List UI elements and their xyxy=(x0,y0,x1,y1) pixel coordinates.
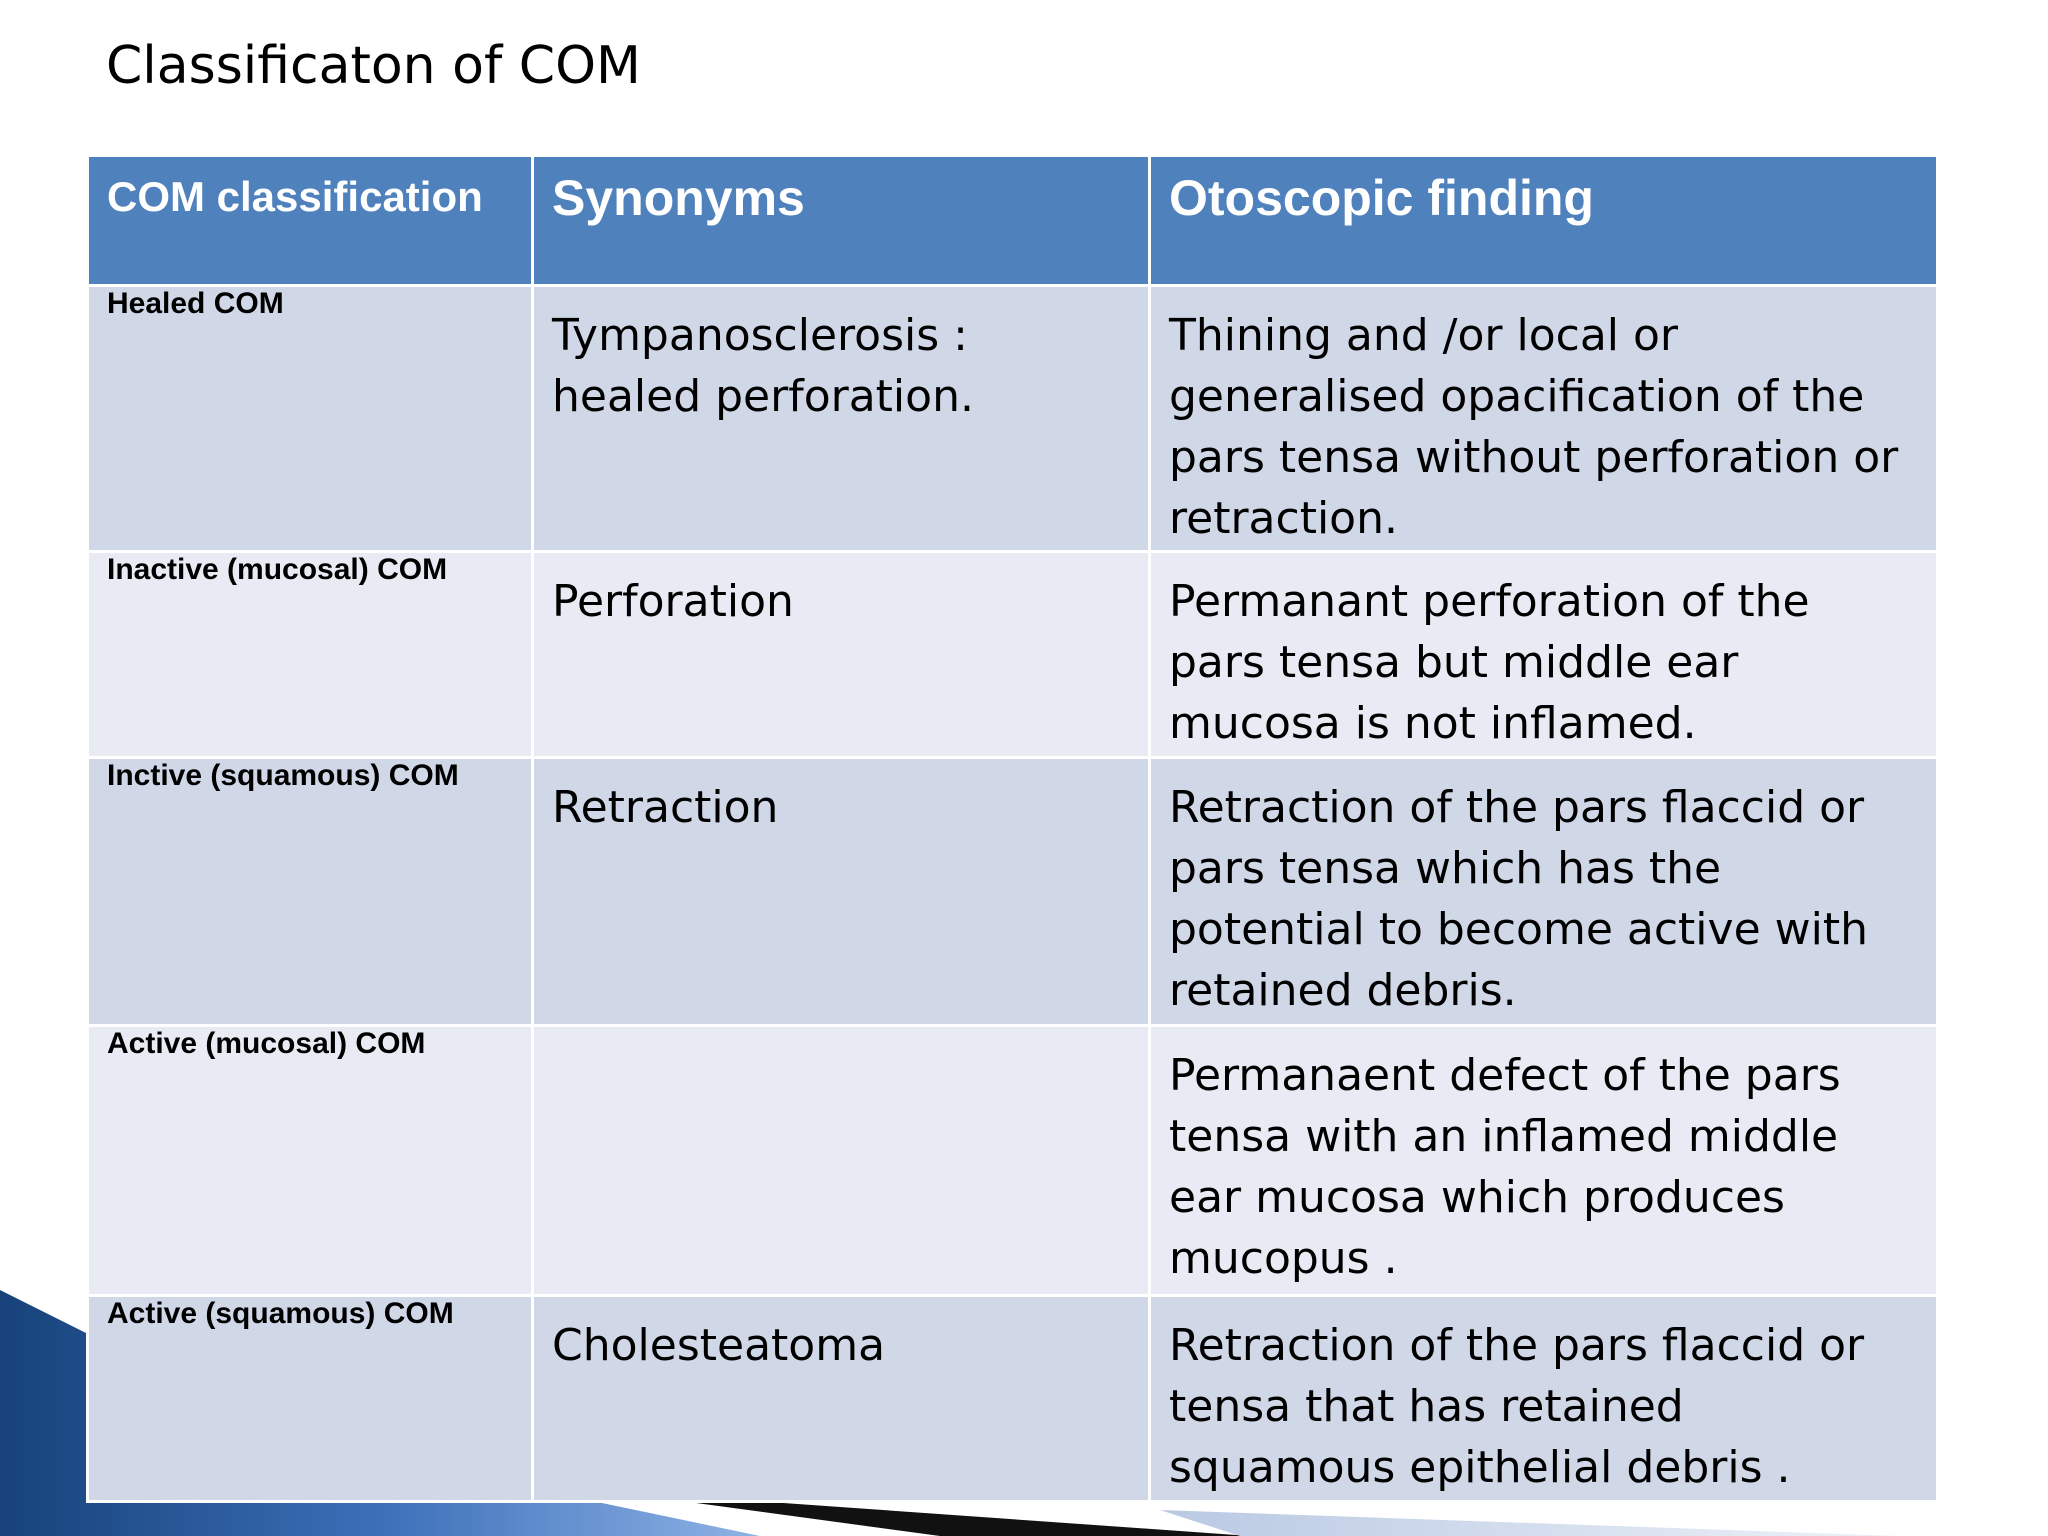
synonym-cell xyxy=(533,1026,1150,1296)
synonym-cell: Perforation xyxy=(533,552,1150,758)
table-row xyxy=(88,758,1938,1026)
header-otoscopic-finding: Otoscopic finding xyxy=(1150,156,1938,286)
finding-cell: Retraction of the pars flaccid or tensa that has retained squamous epithelial debris . xyxy=(1150,1296,1938,1502)
synonym-cell: Retraction xyxy=(533,758,1150,1026)
light-swoosh-shape xyxy=(1160,1510,1900,1536)
com-classification-table xyxy=(86,154,1939,1503)
finding-cell: Retraction of the pars flaccid or pars tensa which has the potential to become active with retained debris. xyxy=(1150,758,1938,1026)
slide-title: Classificaton of COM xyxy=(106,36,641,96)
finding-cell: Permanaent defect of the pars tensa with an inflamed middle ear mucosa which produces mucopus . xyxy=(1150,1026,1938,1296)
classification-cell: Active (mucosal) COM xyxy=(88,1026,533,1296)
classification-cell: Active (squamous) COM xyxy=(88,1296,533,1502)
table-header-row xyxy=(88,156,1938,286)
header-synonyms: Synonyms xyxy=(533,156,1150,286)
finding-cell: Thining and /or local or generalised opacification of the pars tensa without perforation or retraction. xyxy=(1150,286,1938,552)
classification-cell: Inctive (squamous) COM xyxy=(88,758,533,1026)
synonym-cell: Cholesteatoma xyxy=(533,1296,1150,1502)
table-row xyxy=(88,552,1938,758)
table-row xyxy=(88,286,1938,552)
classification-cell: Healed COM xyxy=(88,286,533,552)
header-com-classification: COM classification xyxy=(88,156,533,286)
table-row xyxy=(88,1026,1938,1296)
table-row xyxy=(88,1296,1938,1502)
synonym-cell: Tympanosclerosis : healed perforation. xyxy=(533,286,1150,552)
finding-cell: Permanant perforation of the pars tensa but middle ear mucosa is not inflamed. xyxy=(1150,552,1938,758)
classification-cell: Inactive (mucosal) COM xyxy=(88,552,533,758)
